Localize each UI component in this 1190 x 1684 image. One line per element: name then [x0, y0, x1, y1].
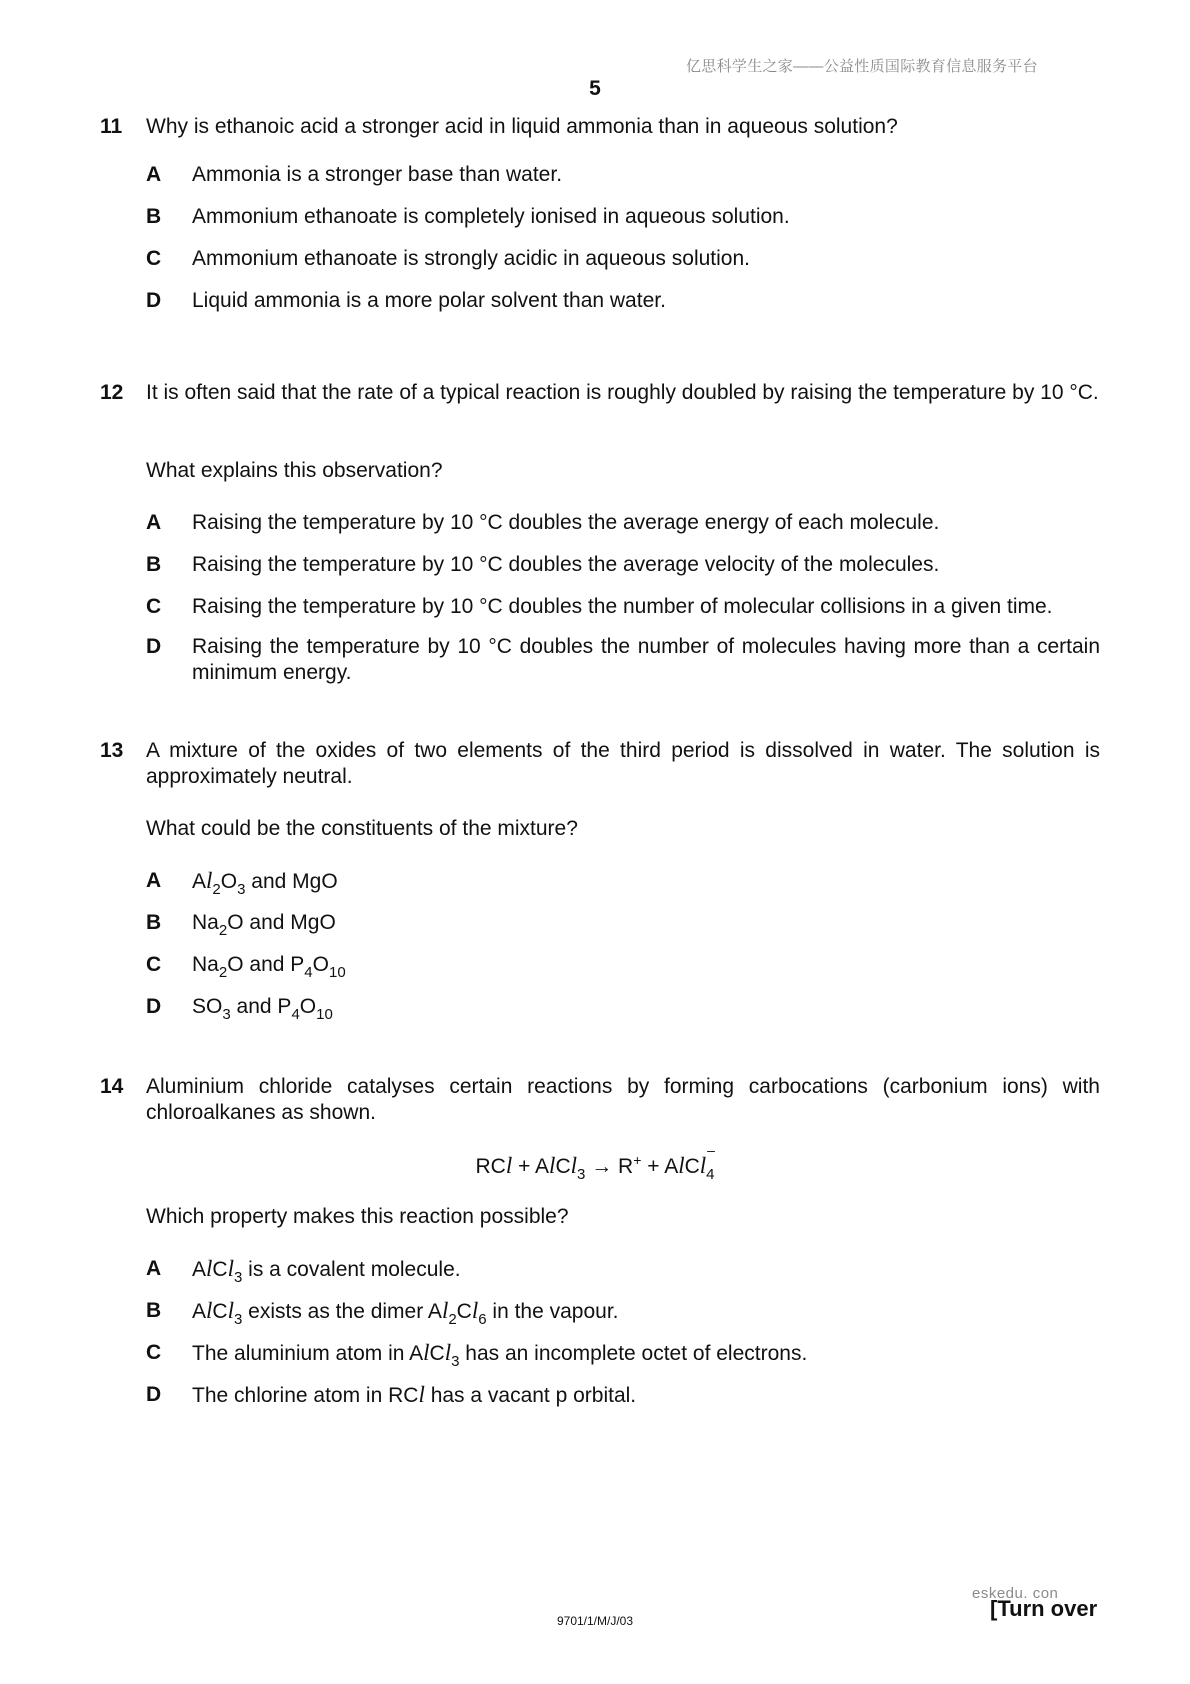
option-letter: B [146, 553, 162, 576]
question-12-prompt: What explains this observation? [146, 459, 443, 482]
page-number: 5 [589, 77, 601, 100]
paper-code: 9701/1/M/J/03 [556, 1614, 634, 1628]
option-text: Raising the temperature by 10 °C doubles the number of molecules having more than a certain minimum energy. [192, 635, 1100, 684]
option-text: Ammonium ethanoate is strongly acidic in aqueous solution. [192, 247, 750, 270]
question-12-number: 12 [100, 381, 124, 404]
reaction-arrow-icon: → [591, 1155, 613, 1178]
option-text: Raising the temperature by 10 °C doubles the average velocity of the molecules. [192, 553, 940, 576]
option-text: $Al_2O_3$ and MgO [192, 868, 338, 898]
option-letter: B [146, 205, 162, 228]
question-13-number: 13 [100, 739, 124, 762]
option-letter: B [146, 1299, 162, 1322]
option-text: $Na_2O$ and $P_4O_{10}$ [192, 953, 346, 981]
question-14-prompt: Which property makes this reaction possible? [146, 1205, 569, 1228]
option-letter: A [146, 869, 162, 892]
question-11-text: Why is ethanoic acid a stronger acid in liquid ammonia than in aqueous solution? [146, 115, 898, 138]
reaction-equation: RCl + AlCl$_3$ → R+ + AlCl $_{- 4}$ [475, 1142, 715, 1183]
option-letter: C [146, 247, 162, 270]
option-text: Liquid ammonia is a more polar solvent than water. [192, 289, 666, 312]
option-letter: A [146, 511, 162, 534]
option-text: $Na_2O$ and MgO [192, 911, 336, 939]
option-letter: C [146, 595, 162, 618]
option-letter: D [146, 995, 162, 1018]
option-letter: C [146, 1341, 162, 1364]
option-letter: D [146, 1383, 162, 1406]
option-text: $SO_3$ and $P_4O_{10}$ [192, 995, 333, 1023]
option-text: Raising the temperature by 10 °C doubles the average energy of each molecule. [192, 511, 940, 534]
question-14-number: 14 [100, 1075, 124, 1098]
watermark: eskedu. con [972, 1585, 1059, 1602]
question-11-number: 11 [100, 115, 123, 138]
option-letter: D [146, 635, 162, 658]
header-note: 亿思科学生之家——公益性质国际教育信息服务平台 [686, 58, 1038, 75]
option-letter: A [146, 163, 162, 186]
question-13-prompt: What could be the constituents of the mixture? [146, 817, 578, 840]
question-12-text: It is often said that the rate of a typical reaction is roughly doubled by raising the temperature by 10 °C. [146, 381, 1099, 404]
option-text: Ammonium ethanoate is completely ionised in aqueous solution. [192, 205, 790, 228]
option-text: Ammonia is a stronger base than water. [192, 163, 563, 186]
option-text: The chlorine atom in RCl has a vacant p orbital. [192, 1382, 637, 1407]
option-text: AlCl$_3$ is a covalent molecule. [192, 1256, 461, 1286]
option-letter: A [146, 1257, 162, 1280]
option-text: Raising the temperature by 10 °C doubles the number of molecular collisions in a given time. [192, 595, 1053, 618]
option-letter: D [146, 289, 162, 312]
question-13-text: A mixture of the oxides of two elements of the third period is dissolved in water. The solution is approximately neutral. [146, 739, 1100, 788]
option-letter: C [146, 953, 162, 976]
question-14-text: Aluminium chloride catalyses certain reactions by forming carbocations (carbonium ions) with chloroalkanes as shown. [146, 1075, 1100, 1124]
option-text: The aluminium atom in AlCl$_3$ has an incomplete octet of electrons. [192, 1340, 808, 1370]
turn-over-label: [Turn over [990, 1596, 1098, 1621]
option-text: AlCl$_3$ exists as the dimer $Al_2Cl_6$ in the vapour. [192, 1298, 619, 1328]
option-letter: B [146, 911, 162, 934]
